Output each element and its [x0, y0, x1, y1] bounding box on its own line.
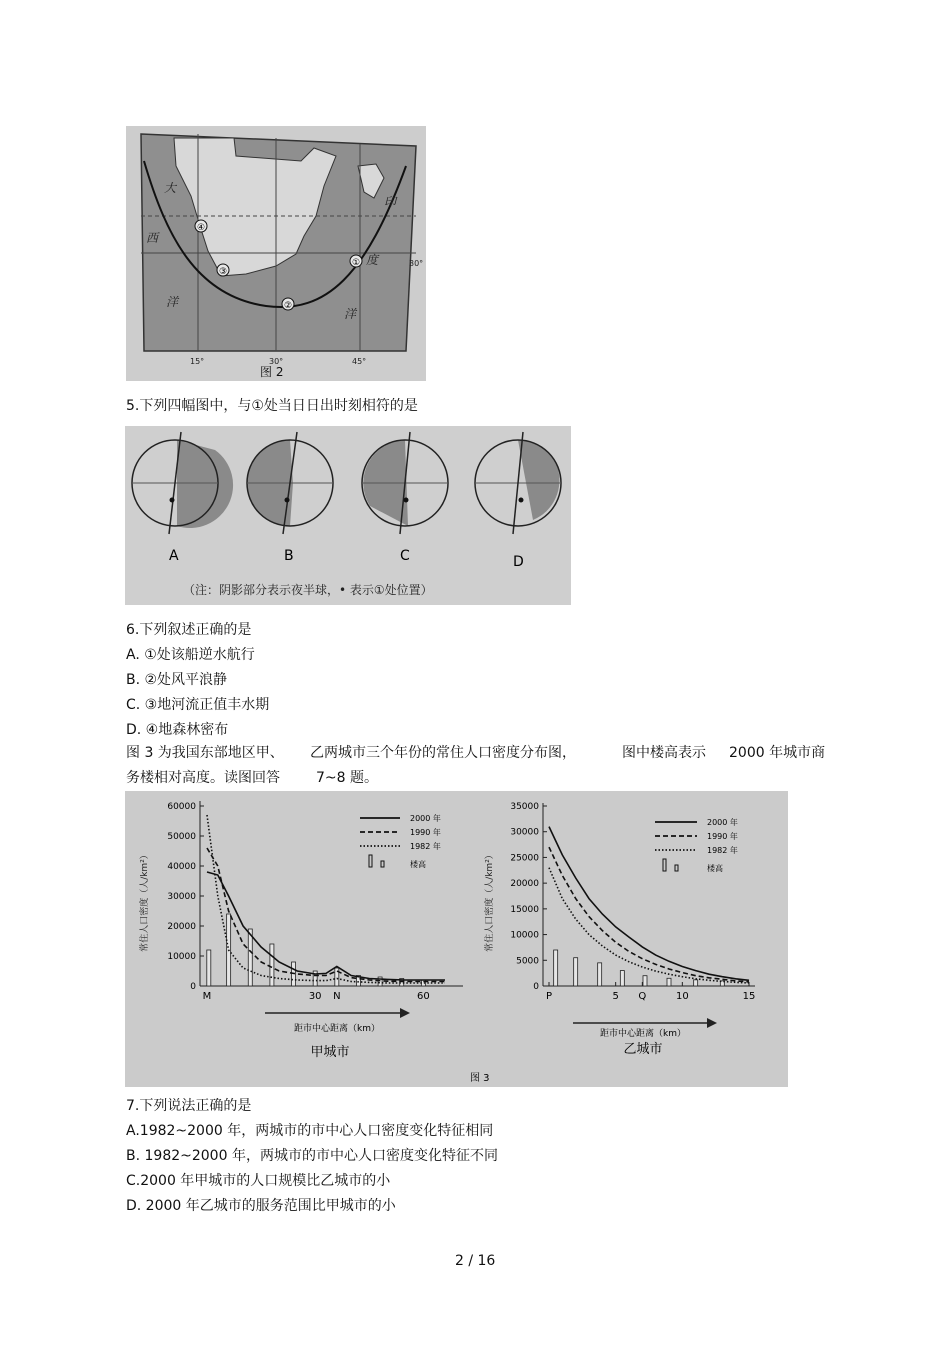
chart-yi-ytick-label: 20000: [510, 879, 539, 890]
chart-yi-xtick-label: 5: [612, 991, 619, 1002]
option-d-letter: D: [513, 554, 524, 570]
map-label-yang1: 洋: [166, 295, 179, 309]
chart-yi-ytick-label: 25000: [510, 853, 539, 864]
chart-yi-ytick-label: 30000: [510, 827, 539, 838]
legend2-building: 楼高: [707, 864, 723, 873]
chart-jia-ytick-label: 20000: [167, 922, 196, 932]
map-label-yin: 印: [384, 195, 397, 209]
intro-line1-part1: 图 3 为我国东部地区甲、: [126, 745, 284, 761]
page-number: 2 / 16: [455, 1253, 496, 1269]
legend-2000: 2000 年: [410, 814, 441, 823]
map-label-xi: 西: [146, 231, 159, 245]
chart-jia-ytick-label: 60000: [167, 802, 196, 812]
figure-2-caption: 图 2: [260, 365, 284, 379]
chart-jia-ytick-label: 10000: [167, 952, 196, 962]
q5-options-figure: [125, 426, 571, 605]
lon-label-45: 45°: [352, 357, 367, 366]
figure-3-caption: 图 3: [470, 1073, 490, 1084]
chart-jia-building-bar: [335, 968, 339, 986]
chart-jia-building-bar: [248, 929, 252, 986]
lon-label-30: 30°: [269, 357, 284, 366]
intro-line1-part4: 2000 年城市商: [729, 745, 826, 761]
q5-stem: 5.下列四幅图中，与①处当日日出时刻相符的是: [126, 398, 418, 414]
chart-jia-building-bar: [207, 950, 211, 986]
chart-yi-xlabel: 距市中心距离（km）: [600, 1029, 686, 1039]
q7-option-c: C.2000 年甲城市的人口规模比乙城市的小: [126, 1173, 391, 1189]
intro-line1-part3: 图中楼高表示: [622, 745, 706, 761]
chart-jia-xtick-label: M: [202, 991, 212, 1002]
chart-jia-building-bar: [270, 944, 274, 986]
q6-option-c: C. ③地河流正值丰水期: [126, 697, 270, 713]
chart-jia-ytick-label: 50000: [167, 832, 196, 842]
chart-jia-ytick-label: 40000: [167, 862, 196, 872]
chart-yi-ylabel: 常住人口密度（人/km²）: [485, 850, 495, 952]
map-label-du: 度: [366, 253, 379, 267]
chart-yi-xtick-label: 10: [675, 991, 689, 1002]
figure-2-map: [126, 126, 426, 381]
intro-line2-part2: 7~8 题。: [316, 770, 378, 786]
chart-yi-building-bar: [643, 976, 647, 986]
chart-yi-xtick-label: Q: [638, 991, 647, 1002]
map-point-1: ①: [352, 258, 361, 268]
chart-yi-xtick-label: 15: [742, 991, 756, 1002]
chart-yi-ytick-label: 35000: [510, 802, 539, 812]
q6-option-b: B. ②处风平浪静: [126, 672, 228, 688]
q6-option-a: A. ①处该船逆水航行: [126, 647, 255, 663]
lon-label-15: 15°: [190, 357, 205, 366]
map-point-2: ②: [284, 301, 293, 311]
q7-option-b: B. 1982~2000 年，两城市的市中心人口密度变化特征不同: [126, 1148, 498, 1164]
legend-1990: 1990 年: [410, 828, 441, 837]
chart-yi-ytick-label: 10000: [510, 930, 539, 941]
chart-yi-ytick-label: 15000: [510, 904, 539, 915]
chart-yi-ytick-label: 0: [533, 982, 539, 992]
map-point-4: ④: [197, 223, 206, 233]
chart-yi-building-bar: [574, 958, 578, 986]
chart-jia-ylabel: 常住人口密度（人/km²）: [140, 850, 150, 952]
map-label-yang2: 洋: [344, 307, 357, 321]
chart-yi-ytick-label: 5000: [516, 956, 539, 967]
chart-jia-ytick-label: 0: [190, 982, 196, 992]
intro-line2-part1: 务楼相对高度。读图回答: [126, 770, 280, 786]
figure-3: [125, 791, 788, 1087]
map-label-da: 大: [164, 181, 177, 195]
q7-option-a: A.1982~2000 年，两城市的市中心人口密度变化特征相同: [126, 1123, 494, 1139]
chart-yi-title: 乙城市: [623, 1042, 663, 1057]
option-c-letter: C: [400, 548, 410, 564]
q7-option-d: D. 2000 年乙城市的服务范围比甲城市的小: [126, 1198, 396, 1214]
q6-stem: 6.下列叙述正确的是: [126, 622, 252, 638]
legend-building: 楼高: [410, 860, 426, 869]
chart-jia-ytick-label: 30000: [167, 892, 196, 902]
legend2-1982: 1982 年: [707, 846, 738, 855]
intro-line1-part2: 乙两城市三个年份的常住人口密度分布图，: [310, 745, 576, 761]
legend2-2000: 2000 年: [707, 818, 738, 827]
chart-yi-building-bar: [667, 978, 671, 986]
chart-jia-xtick-label: 60: [416, 991, 430, 1002]
chart-yi-building-bar: [620, 971, 624, 986]
chart-yi-xtick-label: P: [545, 991, 553, 1002]
legend-1982: 1982 年: [410, 842, 441, 851]
q6-option-d: D. ④地森林密布: [126, 722, 229, 738]
option-b-letter: B: [284, 548, 294, 564]
chart-jia-title: 甲城市: [310, 1045, 350, 1060]
map-point-3: ③: [219, 267, 228, 277]
chart-yi-building-bar: [694, 980, 698, 986]
chart-jia-xtick-label: 30: [308, 991, 322, 1002]
chart-jia-xtick-label: N: [333, 991, 341, 1002]
chart-yi-building-bar: [554, 950, 558, 986]
chart-jia-xlabel: 距市中心距离（km）: [294, 1024, 380, 1034]
q7-stem: 7.下列说法正确的是: [126, 1098, 252, 1114]
option-a-letter: A: [169, 548, 179, 564]
legend2-1990: 1990 年: [707, 832, 738, 841]
chart-yi-building-bar: [598, 963, 602, 986]
lat-label: 30°: [409, 259, 424, 268]
q5-figure-note: （注：阴影部分表示夜半球，• 表示①处位置）: [183, 583, 433, 597]
